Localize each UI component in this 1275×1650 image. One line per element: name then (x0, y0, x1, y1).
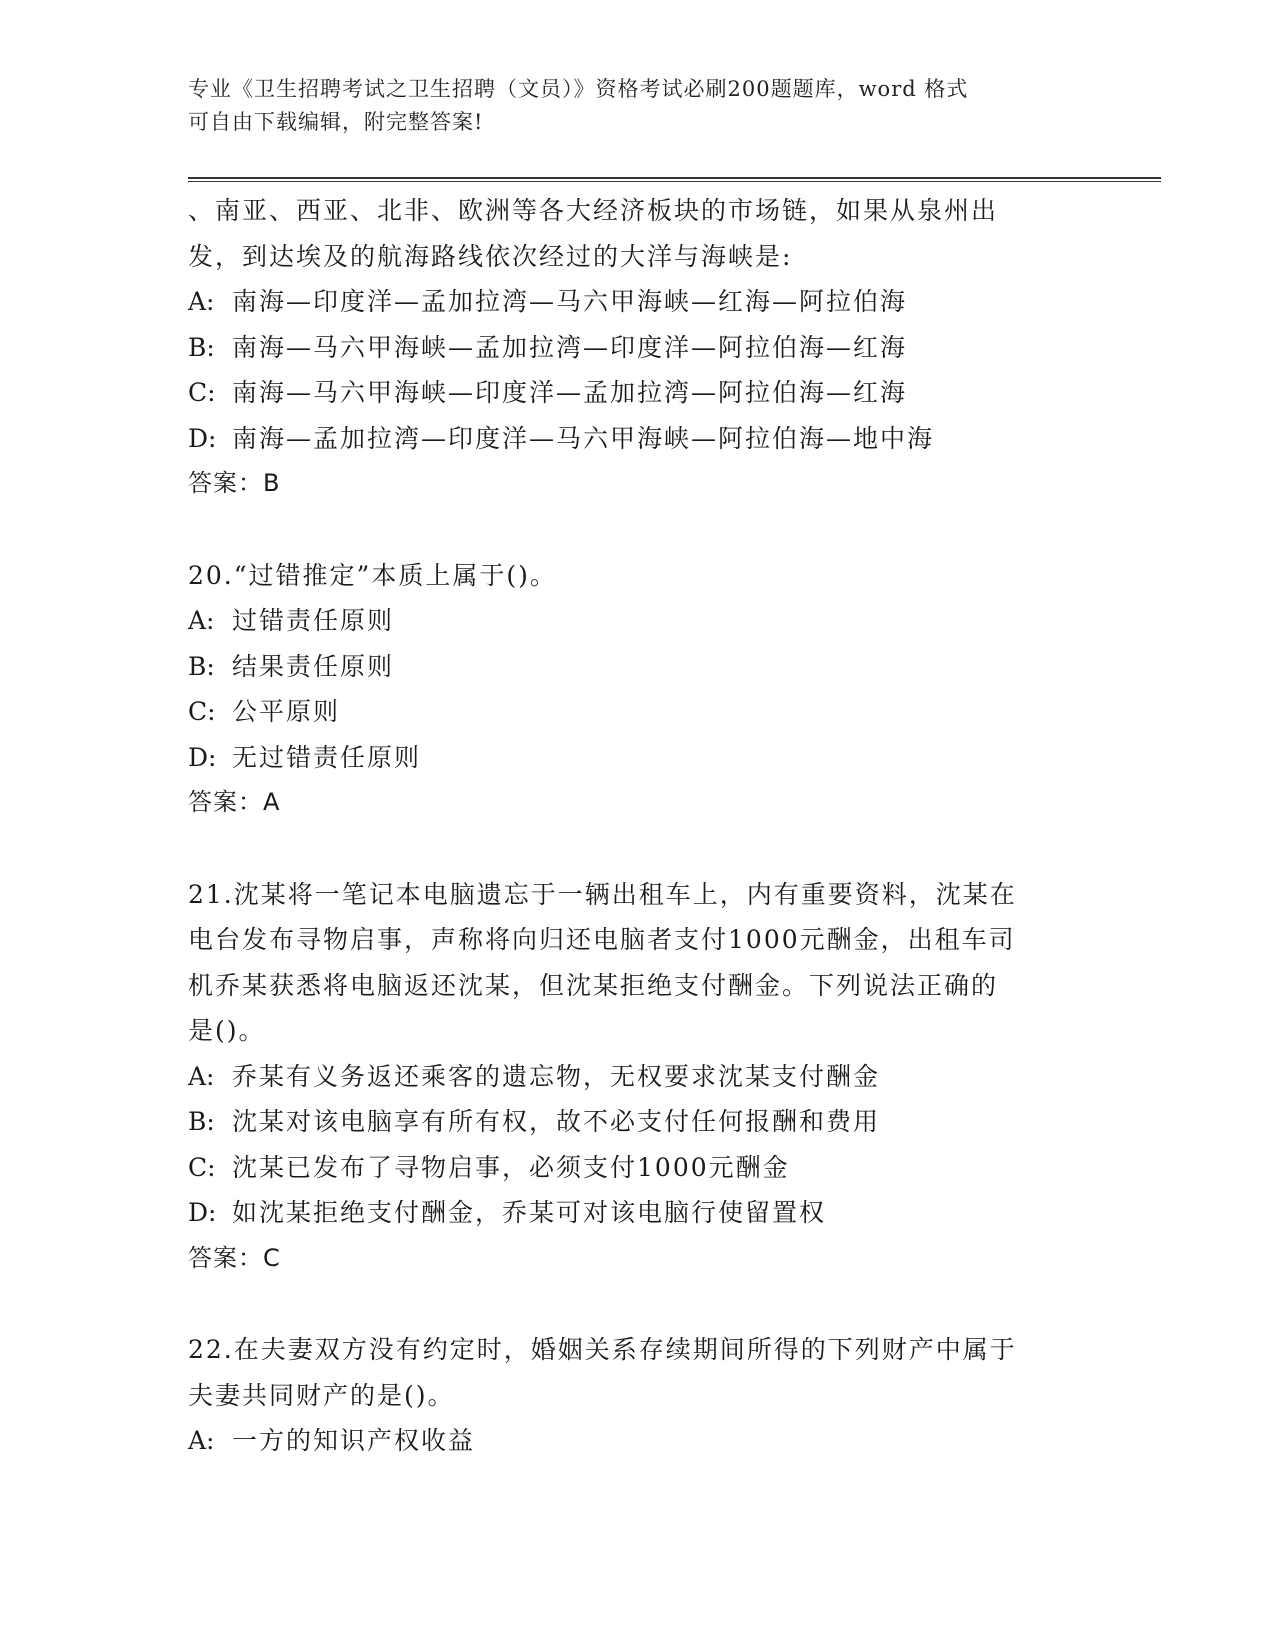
option-b (188, 325, 1088, 371)
option-letter: B: (188, 1107, 215, 1136)
question-list (188, 188, 1088, 1464)
option-a (188, 1418, 1088, 1464)
option-text: 沈某对该电脑享有所有权，故不必支付任何报酬和费用 (232, 1107, 881, 1136)
question-block (188, 1327, 1088, 1464)
question-stem-line: 发，到达埃及的航海路线依次经过的大洋与海峡是: (188, 241, 793, 271)
header-title-line-1: 专业《卫生招聘考试之卫生招聘（文员）》资格考试必刷200题题库，word 格式 (188, 77, 969, 101)
option-text: 南海—马六甲海峡—孟加拉湾—印度洋—阿拉伯海—红海 (232, 332, 908, 362)
option-letter: C: (188, 1152, 216, 1182)
option-d (188, 416, 1088, 462)
option-d (188, 1190, 1088, 1236)
document-header (188, 73, 1088, 139)
option-text: 结果责任原则 (232, 651, 395, 681)
header-title-line-2: 可自由下载编辑，附完整答案! (188, 110, 484, 134)
option-letter: A: (188, 1426, 215, 1455)
option-text: 乔某有义务返还乘客的遗忘物，无权要求沈某支付酬金 (232, 1061, 881, 1091)
option-letter: C: (188, 378, 216, 407)
option-letter: D: (188, 1198, 217, 1227)
option-d (188, 735, 1088, 781)
option-text: 沈某已发布了寻物启事，必须支付1000元酬金 (232, 1152, 790, 1182)
option-letter: C: (188, 697, 216, 726)
option-letter: A: (188, 606, 215, 635)
option-letter: B: (188, 332, 215, 362)
option-letter: A: (188, 287, 215, 316)
question-stem-line: 是()。 (188, 1016, 266, 1045)
option-text: 如沈某拒绝支付酬金，乔某可对该电脑行使留置权 (232, 1198, 827, 1227)
option-c (188, 370, 1088, 416)
question-stem-line: 20.“过错推定”本质上属于()。 (188, 560, 557, 590)
header-divider (188, 177, 1161, 182)
option-text: 一方的知识产权收益 (232, 1426, 476, 1455)
option-text: 南海—孟加拉湾—印度洋—马六甲海峡—阿拉伯海—地中海 (232, 423, 935, 453)
answer-line: 答案：B (188, 469, 281, 497)
question-stem-line: 21.沈某将一笔记本电脑遗忘于一辆出租车上，内有重要资料，沈某在 (188, 879, 1017, 909)
option-text: 南海—马六甲海峡—印度洋—孟加拉湾—阿拉伯海—红海 (232, 378, 908, 407)
answer-line: 答案：C (188, 1243, 281, 1272)
question-stem-line: 夫妻共同财产的是()。 (188, 1380, 455, 1410)
option-text: 过错责任原则 (232, 606, 395, 635)
option-b (188, 1099, 1088, 1145)
option-text: 无过错责任原则 (232, 742, 422, 772)
question-stem-line: 电台发布寻物启事，声称将向归还电脑者支付1000元酬金，出租车司 (188, 925, 1016, 954)
option-text: 南海—印度洋—孟加拉湾—马六甲海峡—红海—阿拉伯海 (232, 287, 908, 316)
answer-line: 答案：A (188, 788, 281, 816)
question-stem-line: 机乔某获悉将电脑返还沈某，但沈某拒绝支付酬金。下列说法正确的 (188, 970, 999, 1000)
option-b (188, 644, 1088, 690)
question-stem-line: 、南亚、西亚、北非、欧洲等各大经济板块的市场链，如果从泉州出 (188, 196, 999, 225)
option-letter: B: (188, 651, 215, 681)
option-c (188, 689, 1088, 735)
option-a (188, 279, 1088, 325)
option-letter: D: (188, 742, 217, 772)
question-block (188, 872, 1088, 1282)
option-letter: D: (188, 423, 217, 453)
question-block (188, 188, 1088, 507)
option-a (188, 1054, 1088, 1100)
question-block (188, 553, 1088, 826)
option-text: 公平原则 (232, 697, 341, 726)
option-a (188, 598, 1088, 644)
question-stem-line: 22.在夫妻双方没有约定时，婚姻关系存续期间所得的下列财产中属于 (188, 1335, 1017, 1364)
option-c (188, 1145, 1088, 1191)
option-letter: A: (188, 1061, 215, 1091)
